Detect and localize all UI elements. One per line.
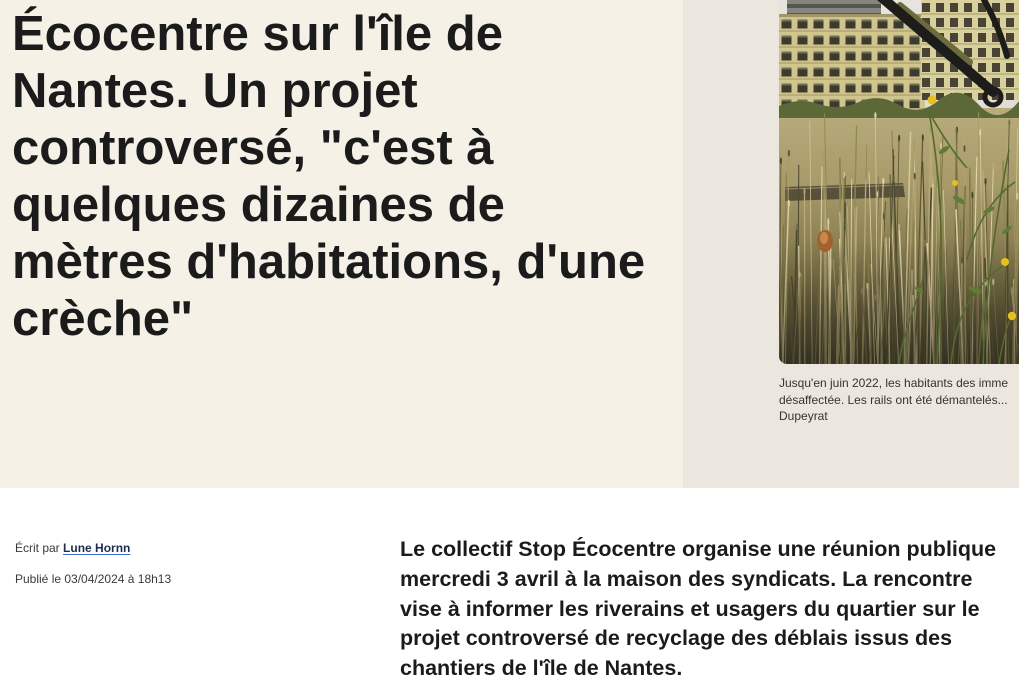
grass-seed-head: [803, 188, 805, 195]
grass-seed-head: [984, 178, 986, 185]
grass-seed-head: [937, 145, 939, 152]
photo-building-left: [779, 16, 925, 112]
photo-caption-line: Dupeyrat: [779, 409, 828, 423]
publication-date: [15, 572, 171, 586]
grass-seed-head: [882, 178, 884, 185]
photo-yellow-flower: [1001, 258, 1009, 266]
publication-datetime: 03/04/2024 à 18h13: [64, 572, 172, 586]
photo-image: [779, 0, 1019, 364]
photo-dried-flower-center: [820, 232, 828, 244]
grass-seed-head: [898, 224, 900, 231]
grass-seed-head: [940, 143, 942, 150]
grass-seed-head: [845, 223, 847, 230]
photo-caption-line: désaffectée. Les rails ont été démantelés...: [779, 392, 1008, 407]
photo-caption-line: Jusqu'en juin 2022, les habitants des imme: [779, 376, 1009, 390]
grass-seed-head: [874, 112, 876, 119]
grass-seed-head: [963, 145, 965, 152]
grass-seed-head: [788, 200, 790, 207]
grass-seed-head: [922, 134, 924, 141]
grass-seed-head: [971, 192, 973, 199]
grass-seed-head: [979, 129, 981, 136]
grass-seed-head: [796, 223, 798, 230]
article-photo: [779, 0, 1019, 364]
grass-seed-head: [906, 208, 908, 215]
author-link[interactable]: Lune Hornn: [63, 541, 131, 555]
grass-seed-head: [898, 135, 900, 142]
grass-seed-head: [788, 150, 790, 157]
photo-yellow-flower: [952, 180, 958, 186]
article-lead: Le collectif Stop Écocentre organise une réunion publique mercredi 3 avril à la maison des syndicats. La rencontre vise à informer les riverains et usagers du quartier sur le projet controversé de recyclage des déblais issus des chantiers de l'île de Nantes.: [400, 537, 997, 680]
grass-seed-head: [780, 157, 782, 164]
grass-seed-head: [992, 162, 994, 169]
grass-seed-head: [914, 173, 916, 180]
byline-label: Écrit par: [15, 541, 60, 555]
photo-yellow-flower: [1008, 312, 1016, 320]
photo-caption: [779, 375, 1019, 425]
photo-yellow-flower: [928, 96, 937, 105]
article-byline: [15, 541, 130, 555]
grass-seed-head: [827, 218, 829, 225]
grass-seed-head: [969, 167, 971, 174]
grass-seed-head: [932, 177, 934, 184]
article-title: Écocentre sur l'île de Nantes. Un projet controversé, "c'est à quelques dizaines de mètres d'habitations, d'une crèche": [12, 7, 646, 346]
grass-seed-head: [1016, 193, 1018, 200]
grass-seed-head: [1008, 119, 1010, 126]
publication-label: Publié le: [15, 572, 62, 586]
